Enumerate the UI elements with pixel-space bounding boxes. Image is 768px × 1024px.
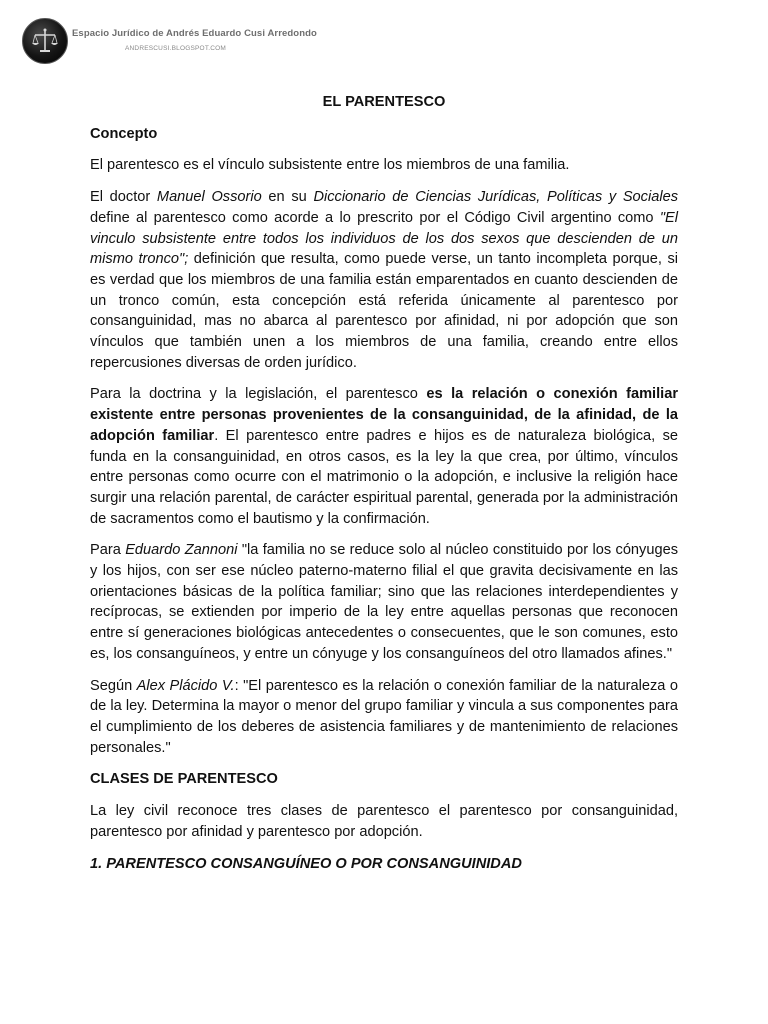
- document-body: [90, 92, 678, 885]
- clases-heading: CLASES DE PARENTESCO: [90, 771, 278, 788]
- paragraph-definition: El parentesco es el vínculo subsistente entre los miembros de una familia.: [90, 157, 570, 174]
- site-title: Espacio Jurídico de Andrés Eduardo Cusi Arredondo: [72, 28, 317, 39]
- quote: "El vinculo subsistente entre todos los individuos de los dos sexos que descienden de un mismo tronco";: [90, 209, 678, 268]
- paragraph-placido: Según Alex Plácido V.: "El parentesco es la relación o conexión familiar de la naturaleza o de la ley. Determina la mayor o menor del grupo familiar y vincula a sus componentes para el cumplimiento de los deberes de asistencia familiares y de mantenimiento de relaciones personales.": [90, 677, 678, 756]
- section-1-heading: 1. PARENTESCO CONSANGUÍNEO O POR CONSANGUINIDAD: [90, 855, 522, 872]
- author-name: Manuel Ossorio: [156, 189, 262, 206]
- paragraph-zannoni: Para Eduardo Zannoni "la familia no se reduce solo al núcleo constituido por los cónyuges y los hijos, con ser ese núcleo paterno-materno filial el que gravita decisivamente en las orientaciones básicas de la política familiar; sino que las relaciones interdependientes y recíprocas, se extienden por imperio de la ley entre aquellas personas que reconocen entre sí generaciones biológicas antecedentes o consecuentes, que le son comunes, esto es, los consanguíneos, y entre un cónyuge y los consanguíneos del otro llamados afines.": [90, 542, 678, 662]
- paragraph-clases: La ley civil reconoce tres clases de parentesco el parentesco por consanguinidad, parentesco por afinidad y parentesco por adopción.: [90, 803, 678, 840]
- scales-of-justice-icon: [22, 18, 68, 64]
- work-title: Diccionario de Ciencias Jurídicas, Políticas y Sociales: [313, 189, 678, 206]
- bold-definition: es la relación o conexión familiar existente entre personas provenientes de la consanguinidad, de la afinidad, de la adopción familiar: [90, 386, 679, 444]
- paragraph-doctrina: Para la doctrina y la legislación, el parentesco es la relación o conexión familiar existente entre personas provenientes de la consanguinidad, de la afinidad, de la adopción familiar. El parentesco entre padres e hijos es de naturaleza biológica, se funda en la consanguinidad, en otros casos, es la ley la que crea, por último, vínculos entre personas como ocurre con el matrimonio o la adopción, e inclusive la religión hace surgir una relación parental, de carácter espiritual parental, generada por la administración de sacramentos como el bautismo y la confirmación.: [90, 386, 679, 527]
- document-title: EL PARENTESCO: [322, 94, 446, 110]
- author-name: Alex Plácido V.: [136, 677, 235, 694]
- page-header: [22, 18, 422, 68]
- author-name: Eduardo Zannoni: [125, 542, 238, 559]
- site-url[interactable]: ANDRESCUSI.BLOGSPOT.COM: [125, 45, 227, 52]
- concepto-heading: Concepto: [90, 125, 158, 142]
- paragraph-ossorio: El doctor Manuel Ossorio en su Diccionario de Ciencias Jurídicas, Políticas y Sociales define al parentesco como acorde a lo prescrito por el Código Civil argentino como "El vinculo subsistente entre todos los individuos de los dos sexos que descienden de un mismo tronco"; definición que resulta, como puede verse, un tanto incompleta porque, si es verdad que los miembros de una familia están emparentados en cuanto descienden de un tronco común, esta concepción está referida únicamente al parentesco por consanguinidad, mas no abarca al parentesco por afinidad, ni por adopción que son vínculos que también unen a los miembros de una familia, creando entre ellos repercusiones diversas de orden jurídico.: [90, 189, 678, 371]
